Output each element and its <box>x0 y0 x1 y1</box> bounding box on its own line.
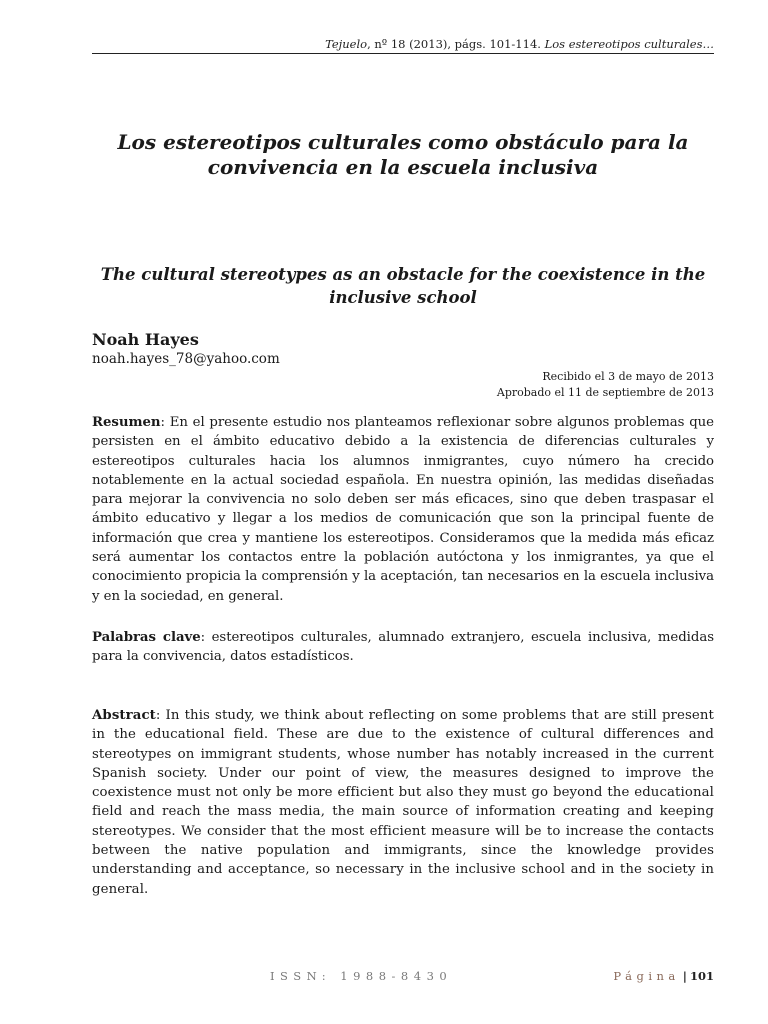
author-name: Noah Hayes <box>92 330 199 349</box>
short-title: Los estereotipos culturales… <box>544 37 714 51</box>
received-date: Recibido el 3 de mayo de 2013 <box>542 370 714 383</box>
author-email: noah.hayes_78@yahoo.com <box>92 351 280 367</box>
resumen-paragraph <box>92 413 714 606</box>
running-header <box>92 37 714 51</box>
page-number: 101 <box>689 969 714 983</box>
keywords-label: Palabras clave <box>92 630 201 645</box>
abstract-paragraph <box>92 706 714 899</box>
page-separator: | <box>682 969 687 983</box>
journal-name: Tejuelo <box>325 37 368 51</box>
abstract-text: : In this study, we think about reflecting on some problems that are still present in the educational field. These are due to the existence of cultural differences and stereotypes on immigrant students, whose number has notably increased in the current Spanish society. Under our point of view, the measures designed to improve the coexistence must not only be more efficient but also they must go beyond the educational field and reach the mass media, the main source of information creating and keeping stereotypes. We consider that the most efficient measure will be to increase the contacts between the native population and immigrants, since the knowledge provides understanding and acceptance, so necessary in the inclusive school and in the society in general. <box>92 708 714 897</box>
footer-issn: ISSN: 1988-8430 <box>270 969 453 983</box>
resumen-text: : En el presente estudio nos planteamos reflexionar sobre algunos problemas que persisten en el ámbito educativo debido a la existencia de diferencias culturales y estereotipos culturales hacia los alumnos inmigrantes, cuyo número ha crecido notablemente en la actual sociedad española. En nuestra opinión, las medidas diseñadas para mejorar la convivencia no solo deben ser más eficaces, sino que deben traspasar el ámbito educativo y llegar a los medios de comunicación que son la principal fuente de información que crea y mantiene los estereotipos. Consideramos que la medida más eficaz será aumentar los contactos entre la población autóctona y los inmigrantes, ya que el conocimiento propicia la comprensión y la aceptación, tan necesarios en la escuela inclusiva y en la sociedad, en general. <box>92 415 714 604</box>
keywords-text: : estereotipos culturales, alumnado extranjero, escuela inclusiva, medidas para la convivencia, datos estadísticos. <box>92 630 714 665</box>
header-rule <box>92 53 714 54</box>
keywords-paragraph <box>92 628 714 667</box>
abstract-label: Abstract <box>92 708 156 723</box>
citation: , nº 18 (2013), págs. 101-114. <box>367 37 545 51</box>
approved-date: Aprobado el 11 de septiembre de 2013 <box>496 386 714 399</box>
page-label: Página <box>613 969 680 983</box>
resumen-label: Resumen <box>92 415 161 430</box>
footer-page <box>613 969 714 983</box>
title-english: The cultural stereotypes as an obstacle for the coexistence in the inclusive school <box>100 265 706 307</box>
title-spanish: Los estereotipos culturales como obstáculo para la convivencia en la escuela inclusiva <box>117 130 689 179</box>
submission-dates <box>92 369 714 401</box>
